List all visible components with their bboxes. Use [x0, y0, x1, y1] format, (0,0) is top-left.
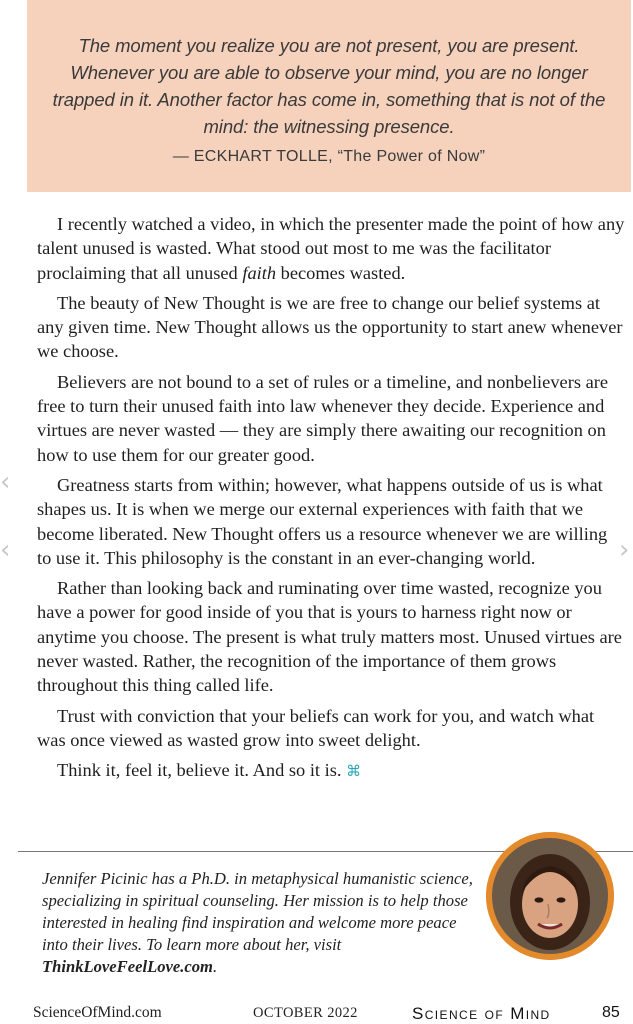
paragraph-1: I recently watched a video, in which the presenter made the point of how any talent unused is wasted. What stood out most to me was the facilitator proclaiming that all unused faith becomes wasted.: [37, 214, 625, 283]
author-website-link[interactable]: ThinkLoveFeelLove.com: [42, 957, 213, 976]
quote-attribution: — ECKHART TOLLE, “The Power of Now”: [172, 148, 486, 165]
author-photo: [486, 832, 614, 960]
footer-issue: OCTOBER 2022: [253, 1005, 358, 1021]
paragraph-3: Believers are not bound to a set of rules or a timeline, and nonbelievers are free to turn their unused faith into law whenever they decide. Experience and virtues are never wasted — they are simply there awaiting our recognition on how to use them for our greater good.: [37, 371, 609, 465]
quote-text: The moment you realize you are not present, you are present. Whenever you are able to observe your mind, you are no longer trapped in it. Another factor has come in, something that is not of the mind: the witnessing presence.: [52, 35, 606, 137]
next-page-arrow-icon[interactable]: ›: [619, 535, 630, 565]
footer-magazine-title: Science of Mind: [412, 1004, 551, 1023]
page-number: 85: [602, 1004, 620, 1021]
end-mark-icon: ⌘: [346, 762, 362, 781]
paragraph-2: The beauty of New Thought is we are free to change our belief systems at any given time. New Thought allows us the opportunity to start anew whenever we choose.: [37, 292, 623, 362]
paragraph-6: Trust with conviction that your beliefs can work for you, and watch what was once viewed as wasted grow into sweet delight.: [37, 705, 595, 750]
page-footer: [0, 1004, 633, 1024]
paragraph-4: Greatness starts from within; however, what happens outside of us is what shapes us. It is when we merge our external experiences with faith that we become liberated. New Thought offers us a resource whenever we are willing to use it. This philosophy is the constant in an ever-changing world.: [37, 474, 608, 568]
paragraph-5: Rather than looking back and ruminating over time wasted, recognize you have a power for good inside of you that is yours to harness right now or anytime you choose. The present is what truly matters most. Unused virtues are never wasted. Rather, the recognition of the importance of them grows throughout this thing called life.: [37, 578, 622, 696]
prev-page-arrow-icon[interactable]: ‹: [0, 467, 11, 497]
prev-page-arrow-icon-2[interactable]: ‹: [0, 535, 11, 565]
footer-site: ScienceOfMind.com: [33, 1004, 162, 1021]
author-bio: Jennifer Picinic has a Ph.D. in metaphysical humanistic science, specializing in spiritual counseling. Her mission is to help those interested in healing find inspiration and welcome more peace into their lives. To learn more about her, visit ThinkLoveFeelLove.com.: [42, 869, 473, 976]
emphasis-faith: faith: [242, 262, 277, 283]
paragraph-7: Think it, feel it, believe it. And so it is. ⌘: [57, 760, 362, 781]
pull-quote: [27, 0, 631, 192]
article-body: [37, 212, 625, 790]
